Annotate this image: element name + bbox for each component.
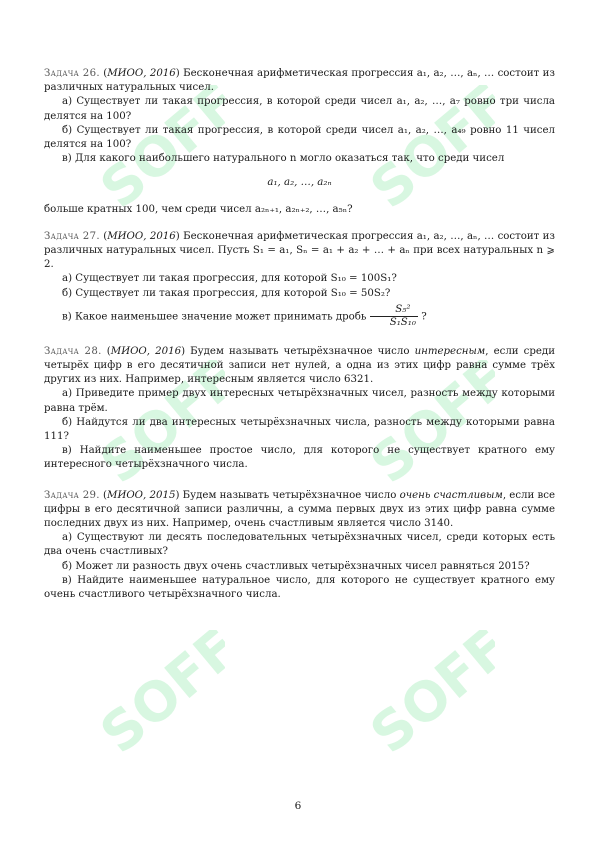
problem-part: а) Существует ли такая прогрессия, для которой S₁₀ = 100S₁? [62, 273, 397, 285]
fraction [370, 304, 418, 329]
watermark-text: SOFF [88, 630, 225, 766]
problem-text: Бесконечная арифметическая прогрессия a₁, a₂, …, aₙ, … состоит из различных натуральных чисел. Пусть S₁ = a₁, Sₙ = a₁ + a₂ + … + aₙ при всех натуральных n ⩾ 2. [44, 230, 555, 271]
emphasized-term: интересным [414, 345, 486, 357]
problem-intro: Задача 26. (МИОО, 2016) Бесконечная арифметическая прогрессия a₁, a₂, …, aₙ, … состоит из различных натуральных чисел. [44, 68, 555, 94]
problem-part: в) Найдите наименьшее натуральное число, для которого не существует кратного ему очень счастливого четырёхзначного числа. [44, 574, 555, 601]
problem-26 [44, 67, 555, 217]
display-formula: a₁, a₂, …, a₂ₙ [267, 177, 332, 189]
problem-27 [44, 230, 555, 329]
problem-part: б) Может ли разность двух очень счастливых четырёхзначных чисел равняться 2015? [62, 560, 530, 572]
problem-28 [44, 345, 555, 473]
fraction-denominator: S₁S₁₀ [389, 316, 416, 328]
page-number: 6 [294, 800, 302, 812]
watermark-text: SOFF [358, 630, 495, 766]
problem-part: в) Найдите наименьшее простое число, для которого не существует кратного ему интересного четырёхзначного числа. [44, 445, 555, 471]
watermark-text: SOFF [88, 85, 225, 221]
problem-source: МИОО, 2016 [107, 68, 176, 79]
problem-text: Бесконечная арифметическая прогрессия a₁, a₂, …, aₙ, … состоит из различных натуральных чисел. [44, 68, 555, 94]
fraction-numerator: S₅² [370, 304, 418, 317]
problem-part: в) Какое наименьшее значение может принимать дробь $\frac{\text{S₅²}}{\text{S₁S₁₀}}$ ? [62, 303, 427, 328]
problem-label: Задача 27. [44, 230, 100, 242]
problem-source: МИОО, 2016 [107, 230, 176, 242]
problem-intro: Задача 28. (МИОО, 2016) Будем называть четырёхзначное число интересным, если среди четырёх цифр в его десятичной записи нет нулей, а одна из этих цифр равна сумме трёх других из них. Например, интересным является число 6321. [44, 345, 555, 386]
problem-part: б) Существует ли такая прогрессия, в которой среди чисел a₁, a₂, …, a₄₉ ровно 11 чисел делятся на 100? [44, 124, 555, 151]
problem-part: в) Для какого наибольшего натурального n могло оказаться так, что среди чисел [62, 153, 505, 165]
emphasized-term: очень счастливым [399, 489, 503, 501]
watermark-logo [75, 630, 225, 780]
watermark-logo [345, 630, 495, 780]
problem-source: МИОО, 2016 [110, 345, 182, 357]
problem-29 [44, 489, 555, 603]
problem-label: Задача 29. [44, 489, 100, 501]
problem-part: б) Найдутся ли два интересных четырёхзначных числа, разность между которыми равна 111? [44, 416, 555, 443]
problem-intro: Задача 29. (МИОО, 2015) Будем называть четырёхзначное число очень счастливым, если все цифры в его десятичной записи различны, а сумма первых двух из этих цифр равна сумме последних двух из них. Например, очень счастливым является число 3140. [44, 489, 556, 530]
document-body [44, 67, 555, 615]
problem-label: Задача 26. [44, 68, 100, 79]
watermark-text: SOFF [358, 360, 495, 496]
watermark-text: SOFF [358, 85, 495, 221]
problem-intro: Задача 27. (МИОО, 2016) Бесконечная арифметическая прогрессия a₁, a₂, …, aₙ, … состоит из различных натуральных чисел. Пусть S₁ = a₁, Sₙ = a₁ + a₂ + … + aₙ при всех натуральных n ⩾ 2. [44, 230, 555, 271]
watermark-text: SOFF [88, 360, 225, 496]
problem-label: Задача 28. [44, 345, 102, 357]
problem-part-continuation: больше кратных 100, чем среди чисел a₂ₙ₊₁, a₂ₙ₊₂, …, a₅ₙ? [44, 203, 353, 215]
problem-part: а) Существует ли такая прогрессия, в которой среди чисел a₁, a₂, …, a₇ ровно три числа делятся на 100? [44, 96, 555, 122]
problem-part: а) Существуют ли десять последовательных четырёхзначных чисел, среди которых есть два очень счастливых? [44, 532, 555, 558]
problem-part: б) Существует ли такая прогрессия, для которой S₁₀ = 50S₂? [62, 287, 391, 299]
problem-part: а) Приведите пример двух интересных четырёхзначных чисел, разность между которыми равна трём. [44, 388, 555, 414]
problem-source: МИОО, 2015 [107, 489, 176, 501]
